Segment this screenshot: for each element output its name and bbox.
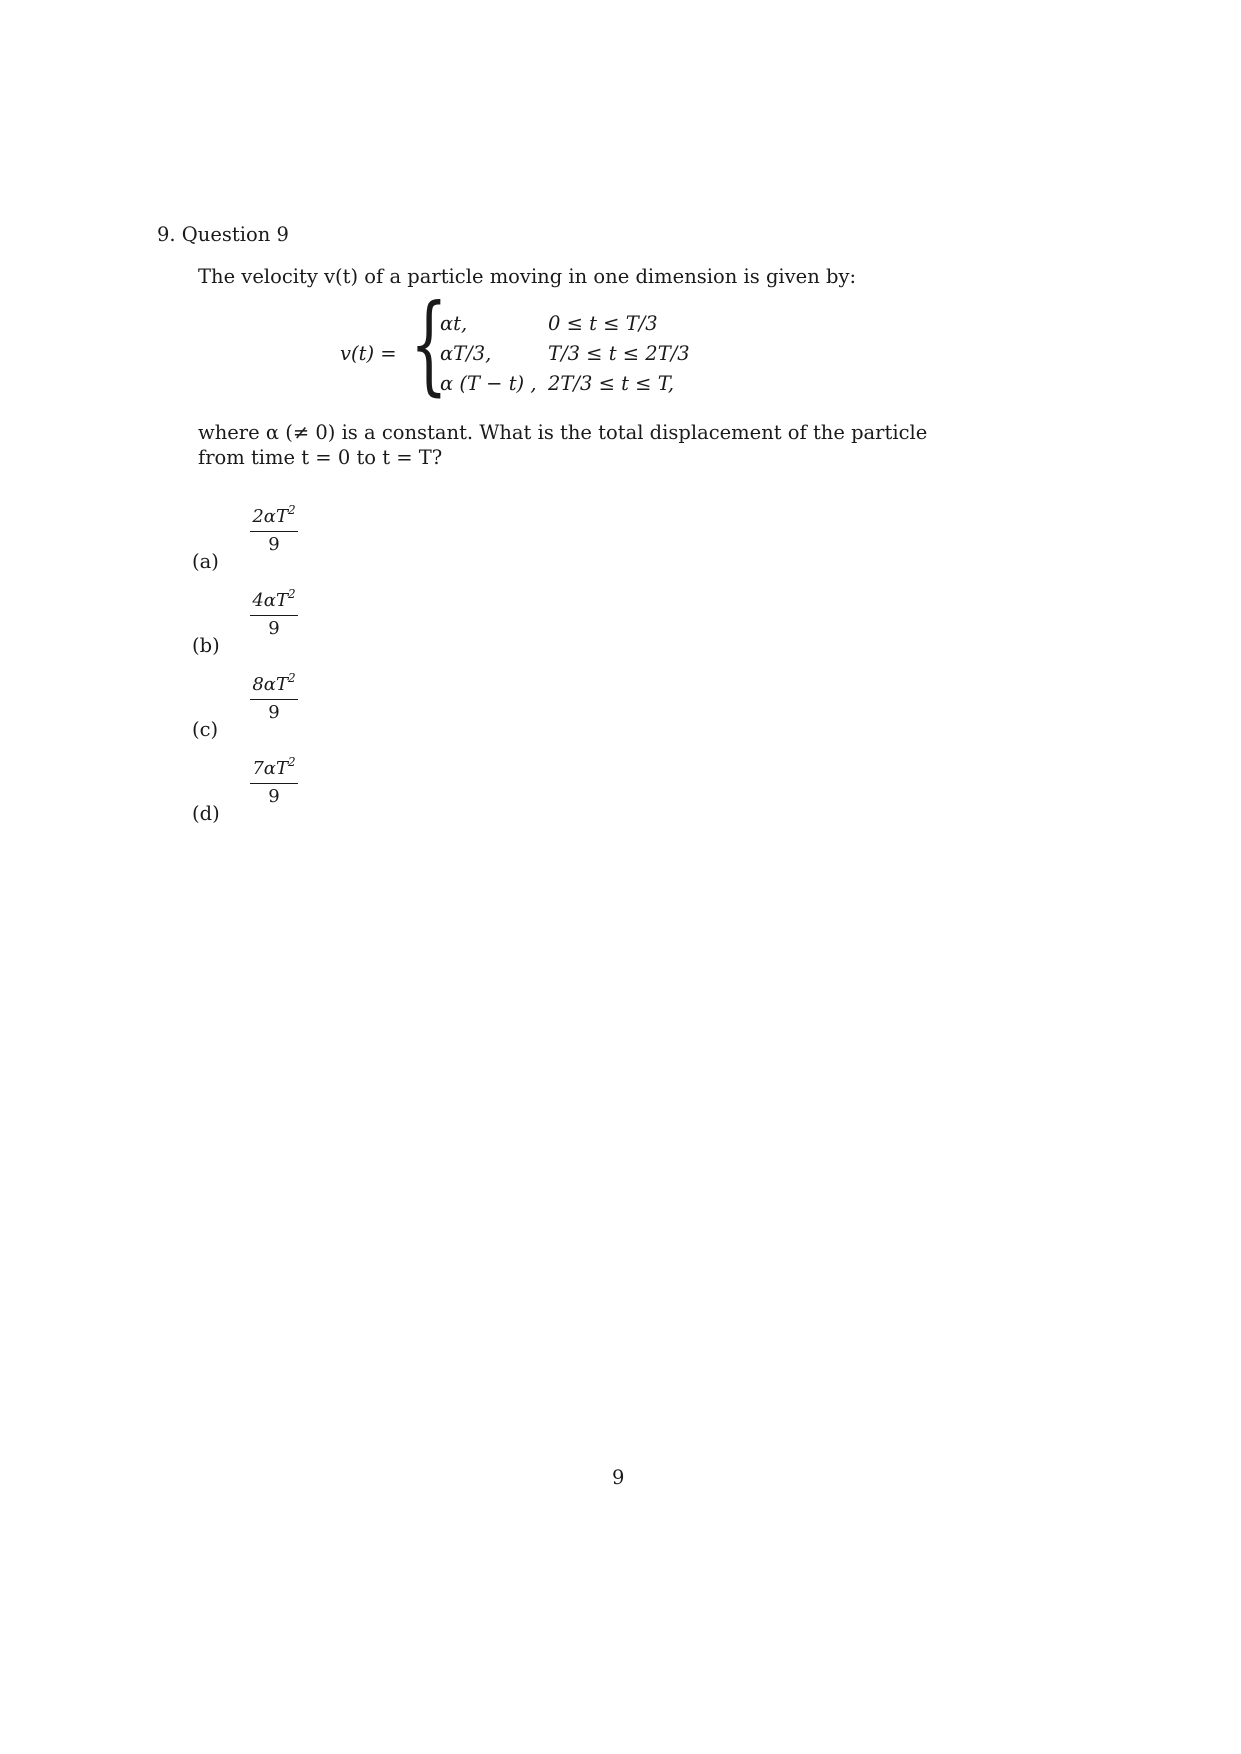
option-fraction — [250, 757, 298, 808]
piecewise-row-1-cond: 0 ≤ t ≤ T/3 — [548, 312, 658, 335]
fraction-denominator: 9 — [268, 786, 280, 807]
fraction-numerator: 7αT — [252, 758, 288, 779]
option-fraction — [250, 505, 298, 556]
fraction-exponent: 2 — [287, 755, 296, 769]
option-a[interactable] — [190, 505, 310, 575]
option-label: (a) — [192, 550, 219, 573]
option-d[interactable] — [190, 757, 310, 827]
fraction-bar — [250, 615, 298, 616]
question-heading: 9. Question 9 — [157, 223, 289, 246]
fraction-exponent: 2 — [287, 671, 296, 685]
question-intro: The velocity v(t) of a particle moving in one dimension is given by: — [198, 265, 857, 288]
option-label: (b) — [192, 634, 220, 657]
fraction-exponent: 2 — [287, 503, 296, 517]
fraction-bar — [250, 783, 298, 784]
piecewise-equation — [340, 282, 720, 407]
fraction-numerator: 2αT — [252, 506, 288, 527]
option-b[interactable] — [190, 589, 310, 659]
option-fraction — [250, 673, 298, 724]
fraction-denominator: 9 — [268, 702, 280, 723]
fraction-exponent: 2 — [287, 587, 296, 601]
fraction-bar — [250, 531, 298, 532]
left-brace: { — [410, 282, 448, 407]
fraction-denominator: 9 — [268, 618, 280, 639]
page-number: 9 — [612, 1466, 625, 1489]
fraction-numerator: 4αT — [252, 590, 288, 611]
fraction-numerator: 8αT — [252, 674, 288, 695]
piecewise-row-2-expr: αT/3, — [440, 342, 492, 365]
piecewise-lhs: v(t) = — [340, 342, 397, 365]
piecewise-row-2-cond: T/3 ≤ t ≤ 2T/3 — [548, 342, 690, 365]
option-label: (c) — [192, 718, 219, 741]
piecewise-row-1-expr: αt, — [440, 312, 468, 335]
option-c[interactable] — [190, 673, 310, 743]
option-fraction — [250, 589, 298, 640]
piecewise-row-3-expr: α (T − t) , — [440, 372, 537, 395]
fraction-denominator: 9 — [268, 534, 280, 555]
question-followup-line-1: where α (≠ 0) is a constant. What is the total displacement of the particle — [198, 421, 928, 444]
piecewise-row-3-cond: 2T/3 ≤ t ≤ T, — [548, 372, 675, 395]
question-followup-line-2: from time t = 0 to t = T? — [198, 446, 443, 469]
option-label: (d) — [192, 802, 220, 825]
fraction-bar — [250, 699, 298, 700]
